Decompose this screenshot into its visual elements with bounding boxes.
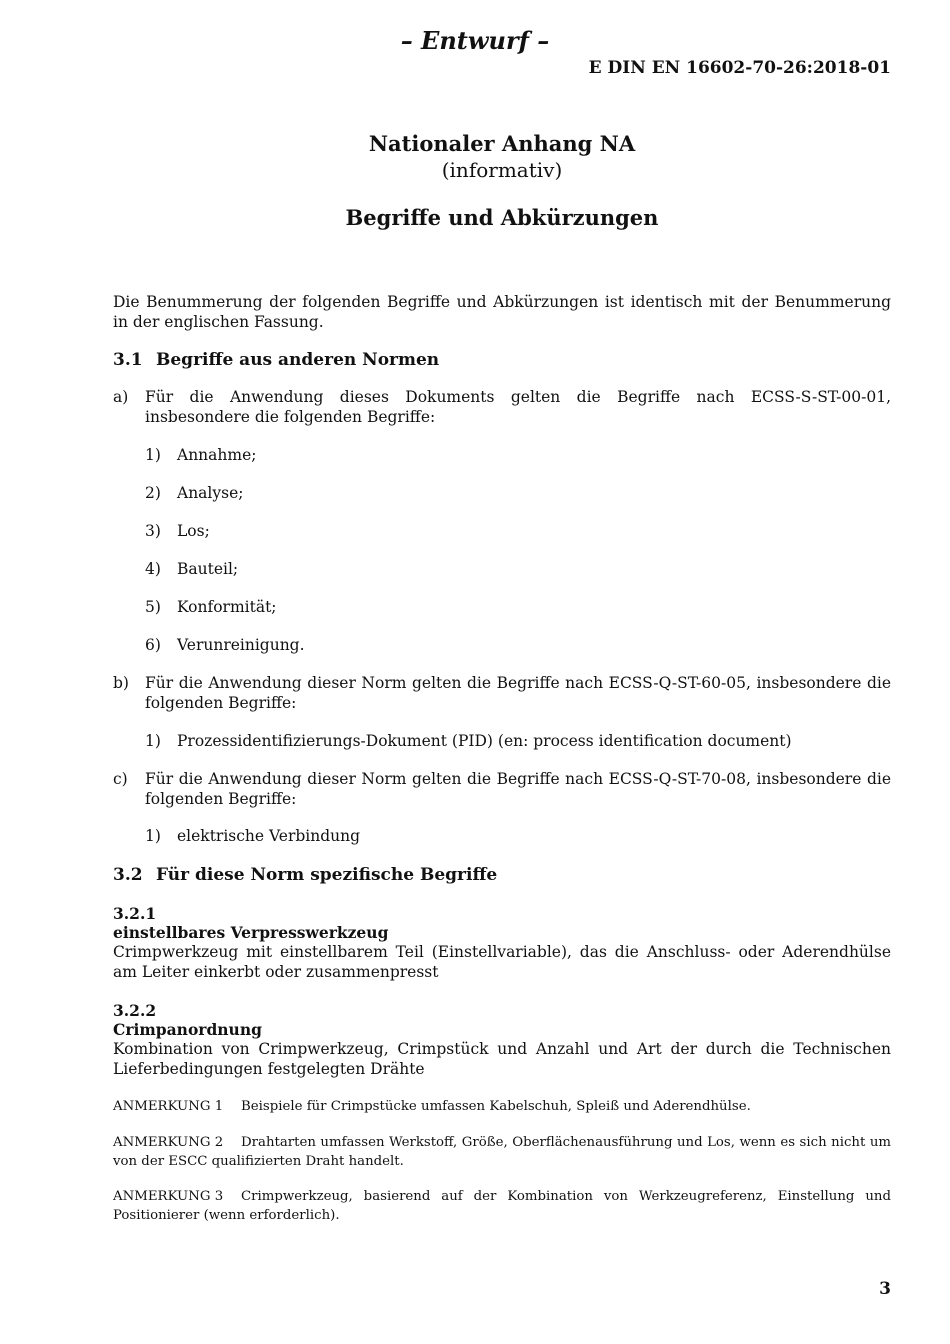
sub-label: 1) bbox=[145, 446, 161, 464]
list-text: Für die Anwendung dieser Norm gelten die Begriffe nach ECSS-Q-ST-60-05, insbesondere die folgenden Begriffe: bbox=[145, 674, 891, 712]
note-label: ANMERKUNG 2 bbox=[113, 1135, 224, 1150]
sub-label: 1) bbox=[145, 827, 161, 845]
sub-text: Bauteil; bbox=[177, 560, 239, 578]
draft-label: – Entwurf – bbox=[400, 26, 550, 55]
list-item-b bbox=[113, 674, 891, 713]
section-title: Begriffe und Abkürzungen bbox=[345, 205, 659, 230]
intro-paragraph: Die Benummerung der folgenden Begriffe und Abkürzungen ist identisch mit der Benummerung in der englischen Fassung. bbox=[113, 293, 891, 331]
list-item-c bbox=[113, 770, 891, 809]
list-label: a) bbox=[113, 388, 129, 406]
sub-item bbox=[145, 636, 305, 656]
sub-text: Annahme; bbox=[177, 446, 257, 464]
list-label: b) bbox=[113, 674, 129, 692]
note-text: Drahtarten umfassen Werkstoff, Größe, Oberflächenausführung und Los, wenn es sich nicht um von der ESCC qualifizierten Draht handelt. bbox=[113, 1135, 891, 1169]
sub-label: 4) bbox=[145, 560, 161, 578]
term-name: Crimpanordnung bbox=[113, 1020, 262, 1039]
sub-item bbox=[145, 522, 210, 542]
sub-text: Analyse; bbox=[177, 484, 244, 502]
list-text: Für die Anwendung dieser Norm gelten die Begriffe nach ECSS-Q-ST-70-08, insbesondere die folgenden Begriffe: bbox=[145, 770, 891, 808]
term-definition: Crimpwerkzeug mit einstellbarem Teil (Einstellvariable), das die Anschluss- oder Aderendhülse am Leiter einkerbt oder zusammenpresst bbox=[113, 943, 891, 981]
sub-text: Verunreinigung. bbox=[177, 636, 305, 654]
sub-item bbox=[145, 827, 360, 847]
list-item-a bbox=[113, 388, 891, 427]
sub-label: 5) bbox=[145, 598, 161, 616]
heading-number: 3.2 bbox=[113, 865, 143, 885]
heading-3-2 bbox=[113, 865, 497, 885]
sub-text: Konformität; bbox=[177, 598, 277, 616]
term-number: 3.2.1 bbox=[113, 904, 157, 923]
sub-label: 2) bbox=[145, 484, 161, 502]
sub-text: Los; bbox=[177, 522, 210, 540]
term-definition: Kombination von Crimpwerkzeug, Crimpstück und Anzahl und Art der durch die Technischen Lieferbedingungen festgelegten Drähte bbox=[113, 1040, 891, 1078]
heading-text: Für diese Norm spezifische Begriffe bbox=[156, 865, 498, 885]
note-3 bbox=[113, 1187, 891, 1225]
sub-text: elektrische Verbindung bbox=[177, 827, 361, 845]
list-text: Für die Anwendung dieses Dokuments gelten die Begriffe nach ECSS-S-ST-00-01, insbesondere die folgenden Begriffe: bbox=[145, 388, 891, 426]
page-number: 3 bbox=[879, 1279, 891, 1299]
heading-number: 3.1 bbox=[113, 350, 143, 370]
note-1 bbox=[113, 1097, 891, 1116]
note-label: ANMERKUNG 1 bbox=[113, 1099, 224, 1114]
note-text: Crimpwerkzeug, basierend auf der Kombination von Werkzeugreferenz, Einstellung und Positionierer (wenn erforderlich). bbox=[113, 1189, 891, 1223]
annex-title: Nationaler Anhang NA bbox=[368, 131, 636, 156]
term-number: 3.2.2 bbox=[113, 1001, 157, 1020]
sub-label: 3) bbox=[145, 522, 161, 540]
sub-item bbox=[145, 484, 243, 504]
term-name: einstellbares Verpresswerkzeug bbox=[113, 923, 389, 942]
sub-item bbox=[145, 732, 792, 752]
note-text: Beispiele für Crimpstücke umfassen Kabelschuh, Spleiß und Aderendhülse. bbox=[241, 1099, 751, 1114]
heading-3-1 bbox=[113, 350, 439, 370]
list-label: c) bbox=[113, 770, 128, 788]
annex-subtitle: (informativ) bbox=[441, 158, 563, 182]
heading-text: Begriffe aus anderen Normen bbox=[156, 350, 440, 370]
note-2 bbox=[113, 1133, 891, 1171]
sub-label: 6) bbox=[145, 636, 161, 654]
sub-text: Prozessidentifizierungs-Dokument (PID) (en: process identification document) bbox=[177, 732, 792, 750]
document-id: E DIN EN 16602-70-26:2018-01 bbox=[588, 58, 891, 78]
sub-item bbox=[145, 446, 256, 466]
sub-label: 1) bbox=[145, 732, 161, 750]
note-label: ANMERKUNG 3 bbox=[113, 1189, 224, 1204]
sub-item bbox=[145, 560, 238, 580]
sub-item bbox=[145, 598, 277, 618]
